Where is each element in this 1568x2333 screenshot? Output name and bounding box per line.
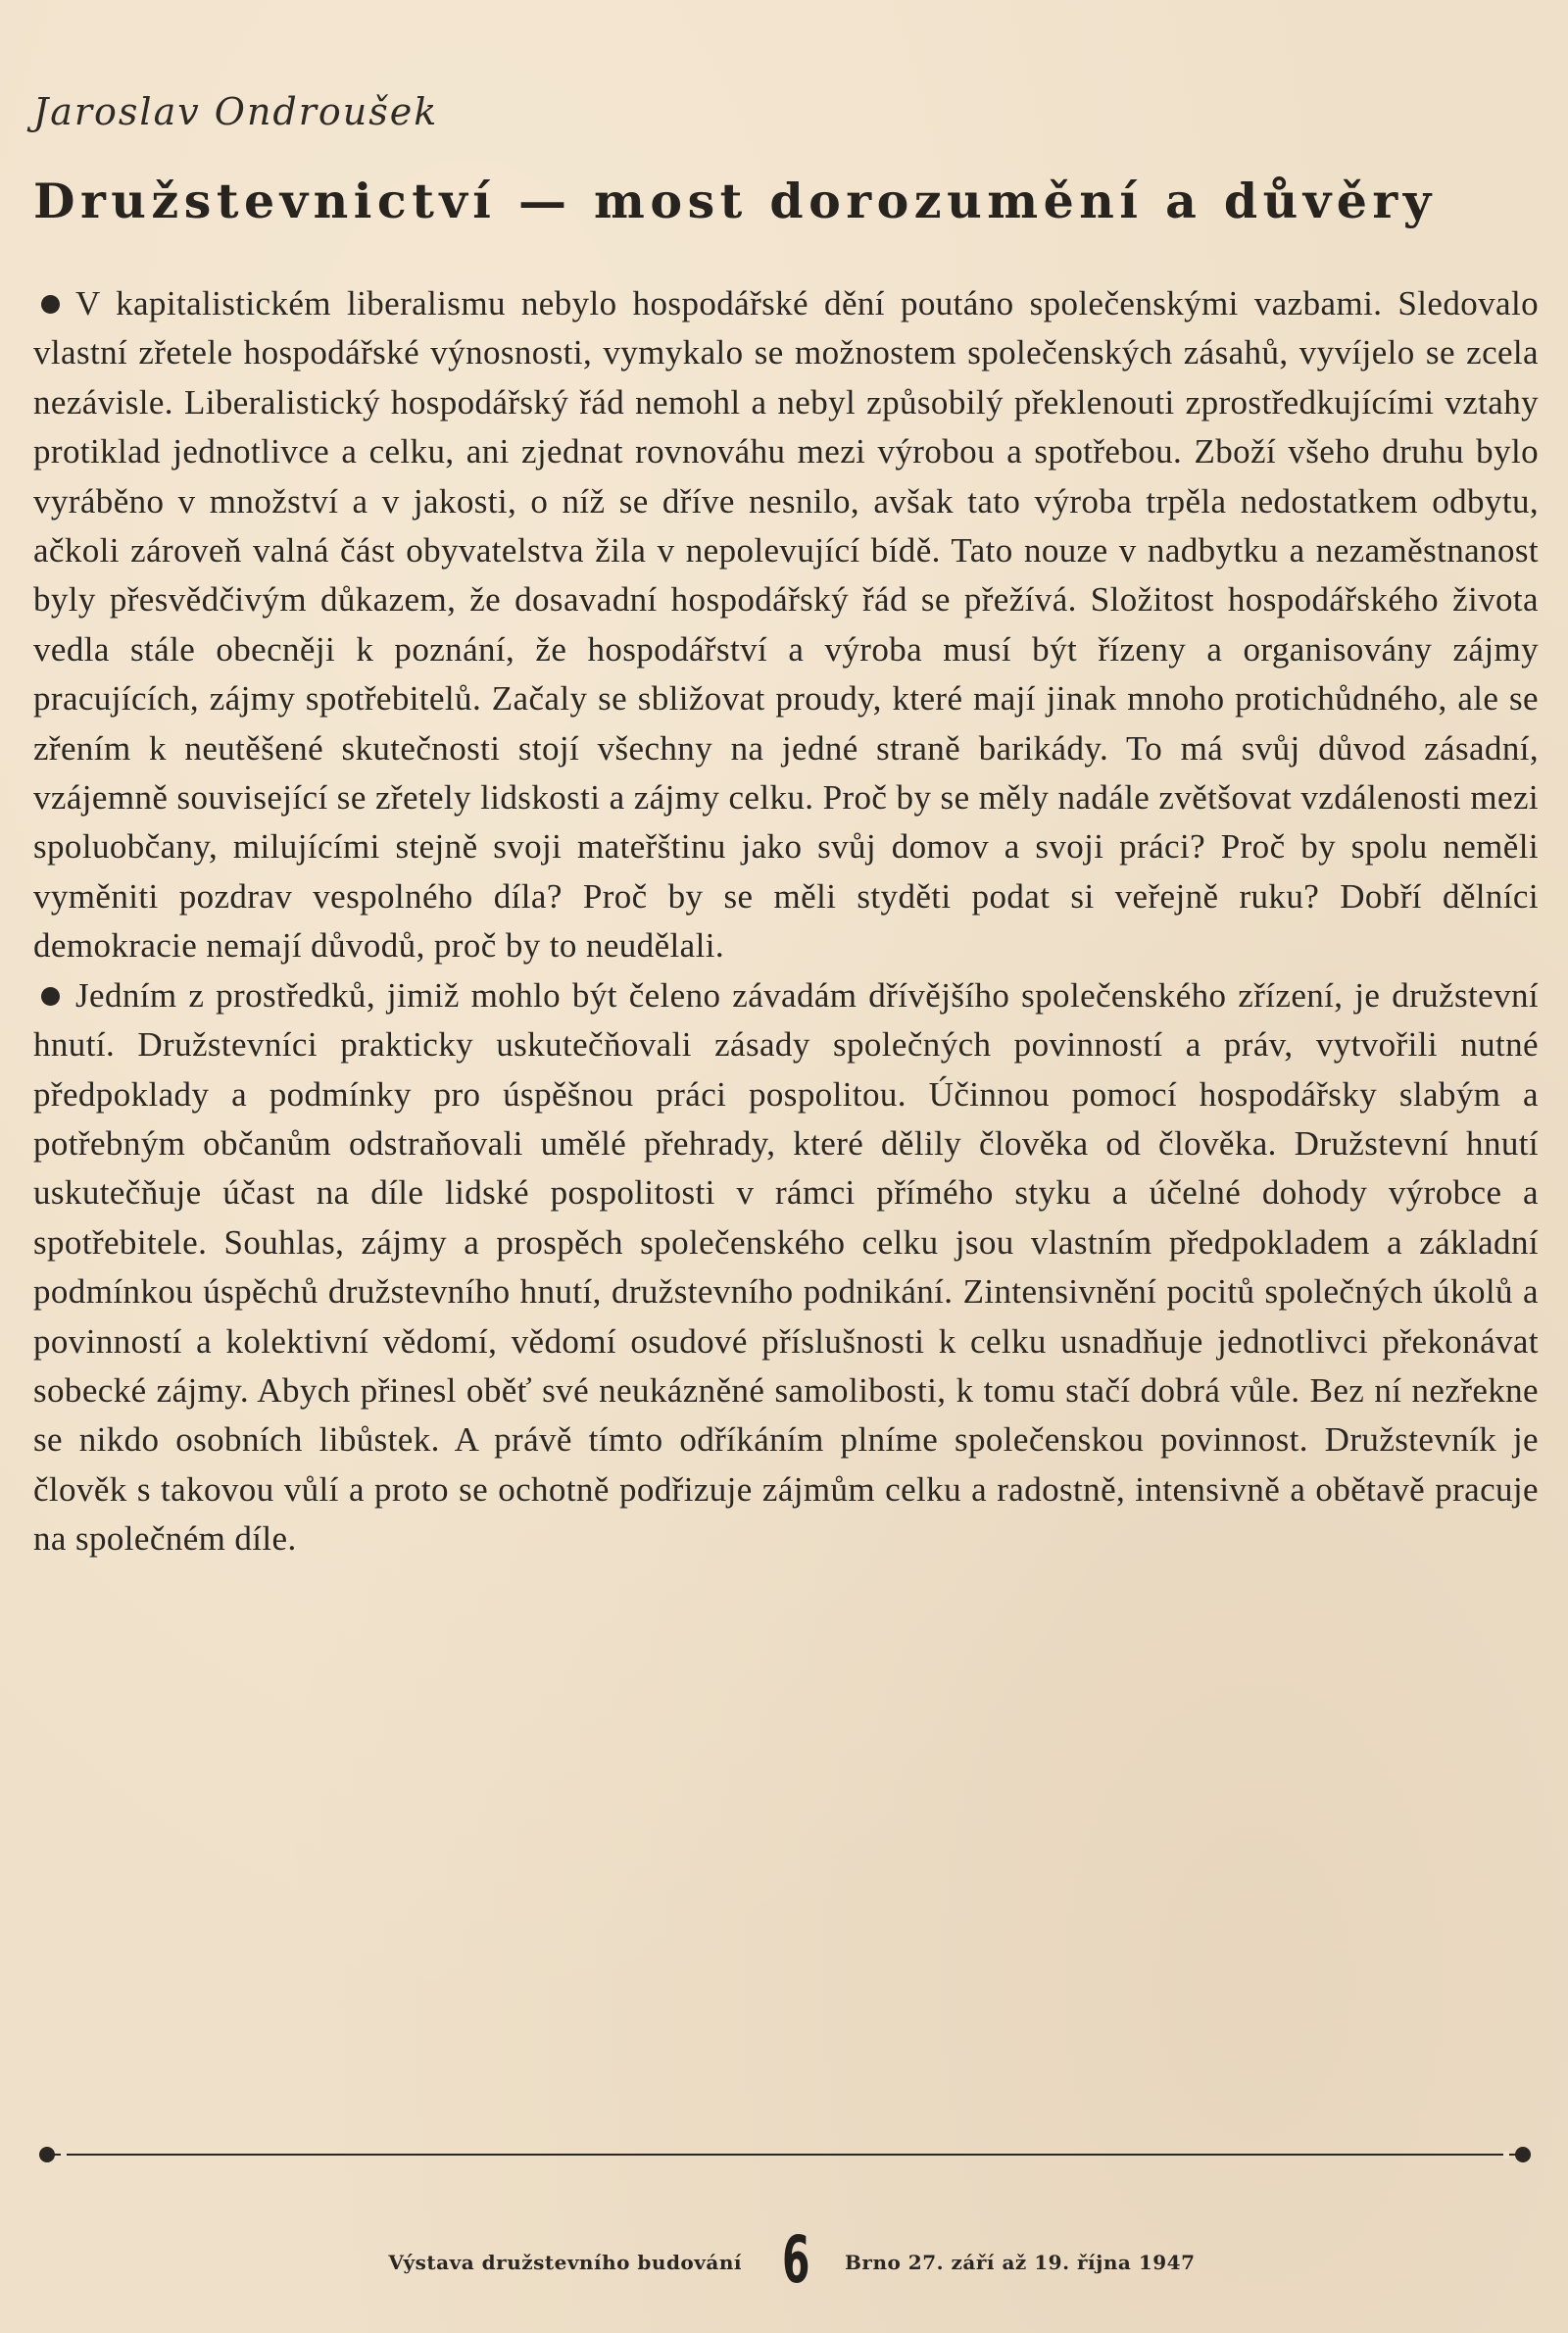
bullet-icon	[41, 987, 60, 1006]
page-number: 6	[782, 2222, 810, 2298]
ornamental-divider	[45, 2143, 1525, 2166]
paragraph	[33, 279, 1539, 971]
paragraph-text: Jedním z prostředků, jimiž mohlo být čeleno závadám dřívějšího společenského zřízení, je družstevní hnutí. Družstevníci prakticky uskutečňovali zásady společných povinností a práv, vytvořili nutné předpoklady a podmínky pro úspěšnou práci pospolitou. Účinnou pomocí hospodářsky slabým a potřebným občanům odstraňovali umělé přehrady, které dělily člověka od člověka. Družstevní hnutí uskutečňuje účast na díle lidské pospolitosti v rámci přímého styku a účelné dohody výrobce a spotřebitele. Souhlas, zájmy a prospěch společenského celku jsou vlastním předpokladem a základní podmínkou úspěchů družstevního hnutí, družstevního podnikání. Zintensivnění pocitů společných úkolů a povinností a kolektivní vědomí, vědomí osudové příslušnosti k celku usnadňuje jednotlivci překonávat sobecké zájmy. Abych přinesl oběť své neukázněné samolibosti, k tomu stačí dobrá vůle. Bez ní nezřekne se nikdo osobních libůstek. A právě tímto odříkáním plníme společenskou povinnost. Družstevník je člověk s takovou vůlí a proto se ochotně podřizuje zájmům celku a radostně, intensivně a obětavě pracuje na společném díle.	[33, 975, 1539, 1559]
page-footer	[0, 2223, 1568, 2302]
author-name: Jaroslav Ondroušek	[33, 90, 439, 133]
divider-gap	[1503, 2151, 1509, 2159]
paragraph	[33, 971, 1539, 1564]
article-body	[33, 279, 1539, 1564]
divider-gap	[61, 2151, 67, 2159]
exhibition-name: Výstava družstevního budování	[388, 2251, 742, 2274]
divider-line	[45, 2154, 1525, 2156]
divider-dot-icon	[39, 2147, 55, 2162]
paragraph-text: V kapitalistickém liberalismu nebylo hospodářské dění poutáno společenskými vazbami. Sledovalo vlastní zřetele hospodářské výnosnosti, vymykalo se možnostem společenských zásahů, vyvíjelo se zcela nezávisle. Liberalistický hospodářský řád nemohl a nebyl způsobilý překlenouti zprostředkujícími vztahy protiklad jednotlivce a celku, ani zjednat rovnováhu mezi výrobou a spotřebou. Zboží všeho druhu bylo vyráběno v množství a v jakosti, o níž se dříve nesnilo, avšak tato výroba trpěla nedostatkem odbytu, ačkoli zároveň valná část obyvatelstva žila v nepolevující bídě. Tato nouze v nadbytku a nezaměstnanost byly přesvědčivým důkazem, že dosavadní hospodářský řád se přežívá. Složitost hospodářského života vedla stále obecněji k poznání, že hospodářství a výroba musí být řízeny a organisovány zájmy pracujících, zájmy spotřebitelů. Začaly se sbližovat proudy, které mají jinak mnoho protichůdného, ale se zřením k neutěšené skutečnosti stojí všechny na jedné straně barikády. To má svůj důvod zásadní, vzájemně související se zřetely lidskosti a zájmy celku. Proč by se měly nadále zvětšovat vzdálenosti mezi spoluobčany, milujícími stejně svoji mateřštinu jako svůj domov a svoji práci? Proč by spolu neměli vyměniti pozdrav vespolného díla? Proč by se měli styděti podat si veřejně ruku? Dobří dělníci demokracie nemají důvodů, proč by to neudělali.	[33, 284, 1539, 966]
article-title: Družstevnictví — most dorozumění a důvěry	[33, 173, 1437, 229]
divider-dot-icon	[1515, 2147, 1531, 2162]
exhibition-dates: Brno 27. září až 19. října 1947	[845, 2251, 1196, 2274]
bullet-icon	[41, 295, 60, 314]
